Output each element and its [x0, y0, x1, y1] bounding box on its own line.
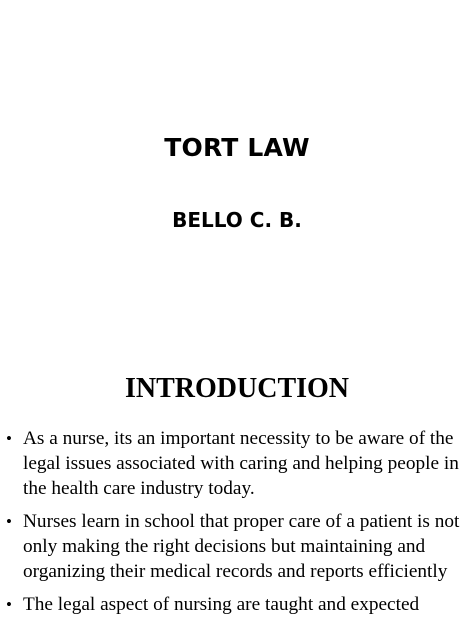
bullet-text: Nurses learn in school that proper care of a patient is not only making the right decisions but maintaining and organizing their medical records and reports efficiently [23, 511, 460, 582]
slide-title: TORT LAW [164, 133, 310, 162]
slide-subtitle: BELLO C. B. [172, 208, 302, 232]
introduction-heading: INTRODUCTION [124, 373, 350, 404]
bullet-list [0, 426, 474, 625]
bullet-icon: • [6, 595, 12, 614]
bullet-item [0, 509, 474, 584]
bullet-item [0, 592, 474, 617]
bullet-item [0, 426, 474, 501]
bullet-icon: • [6, 512, 12, 531]
bullet-text: The legal aspect of nursing are taught and expected [23, 594, 420, 615]
bullet-icon: • [6, 429, 12, 448]
bullet-text: As a nurse, its an important necessity to be aware of the legal issues associated with caring and helping people in the health care industry today. [23, 428, 459, 499]
introduction-slide [0, 350, 474, 632]
